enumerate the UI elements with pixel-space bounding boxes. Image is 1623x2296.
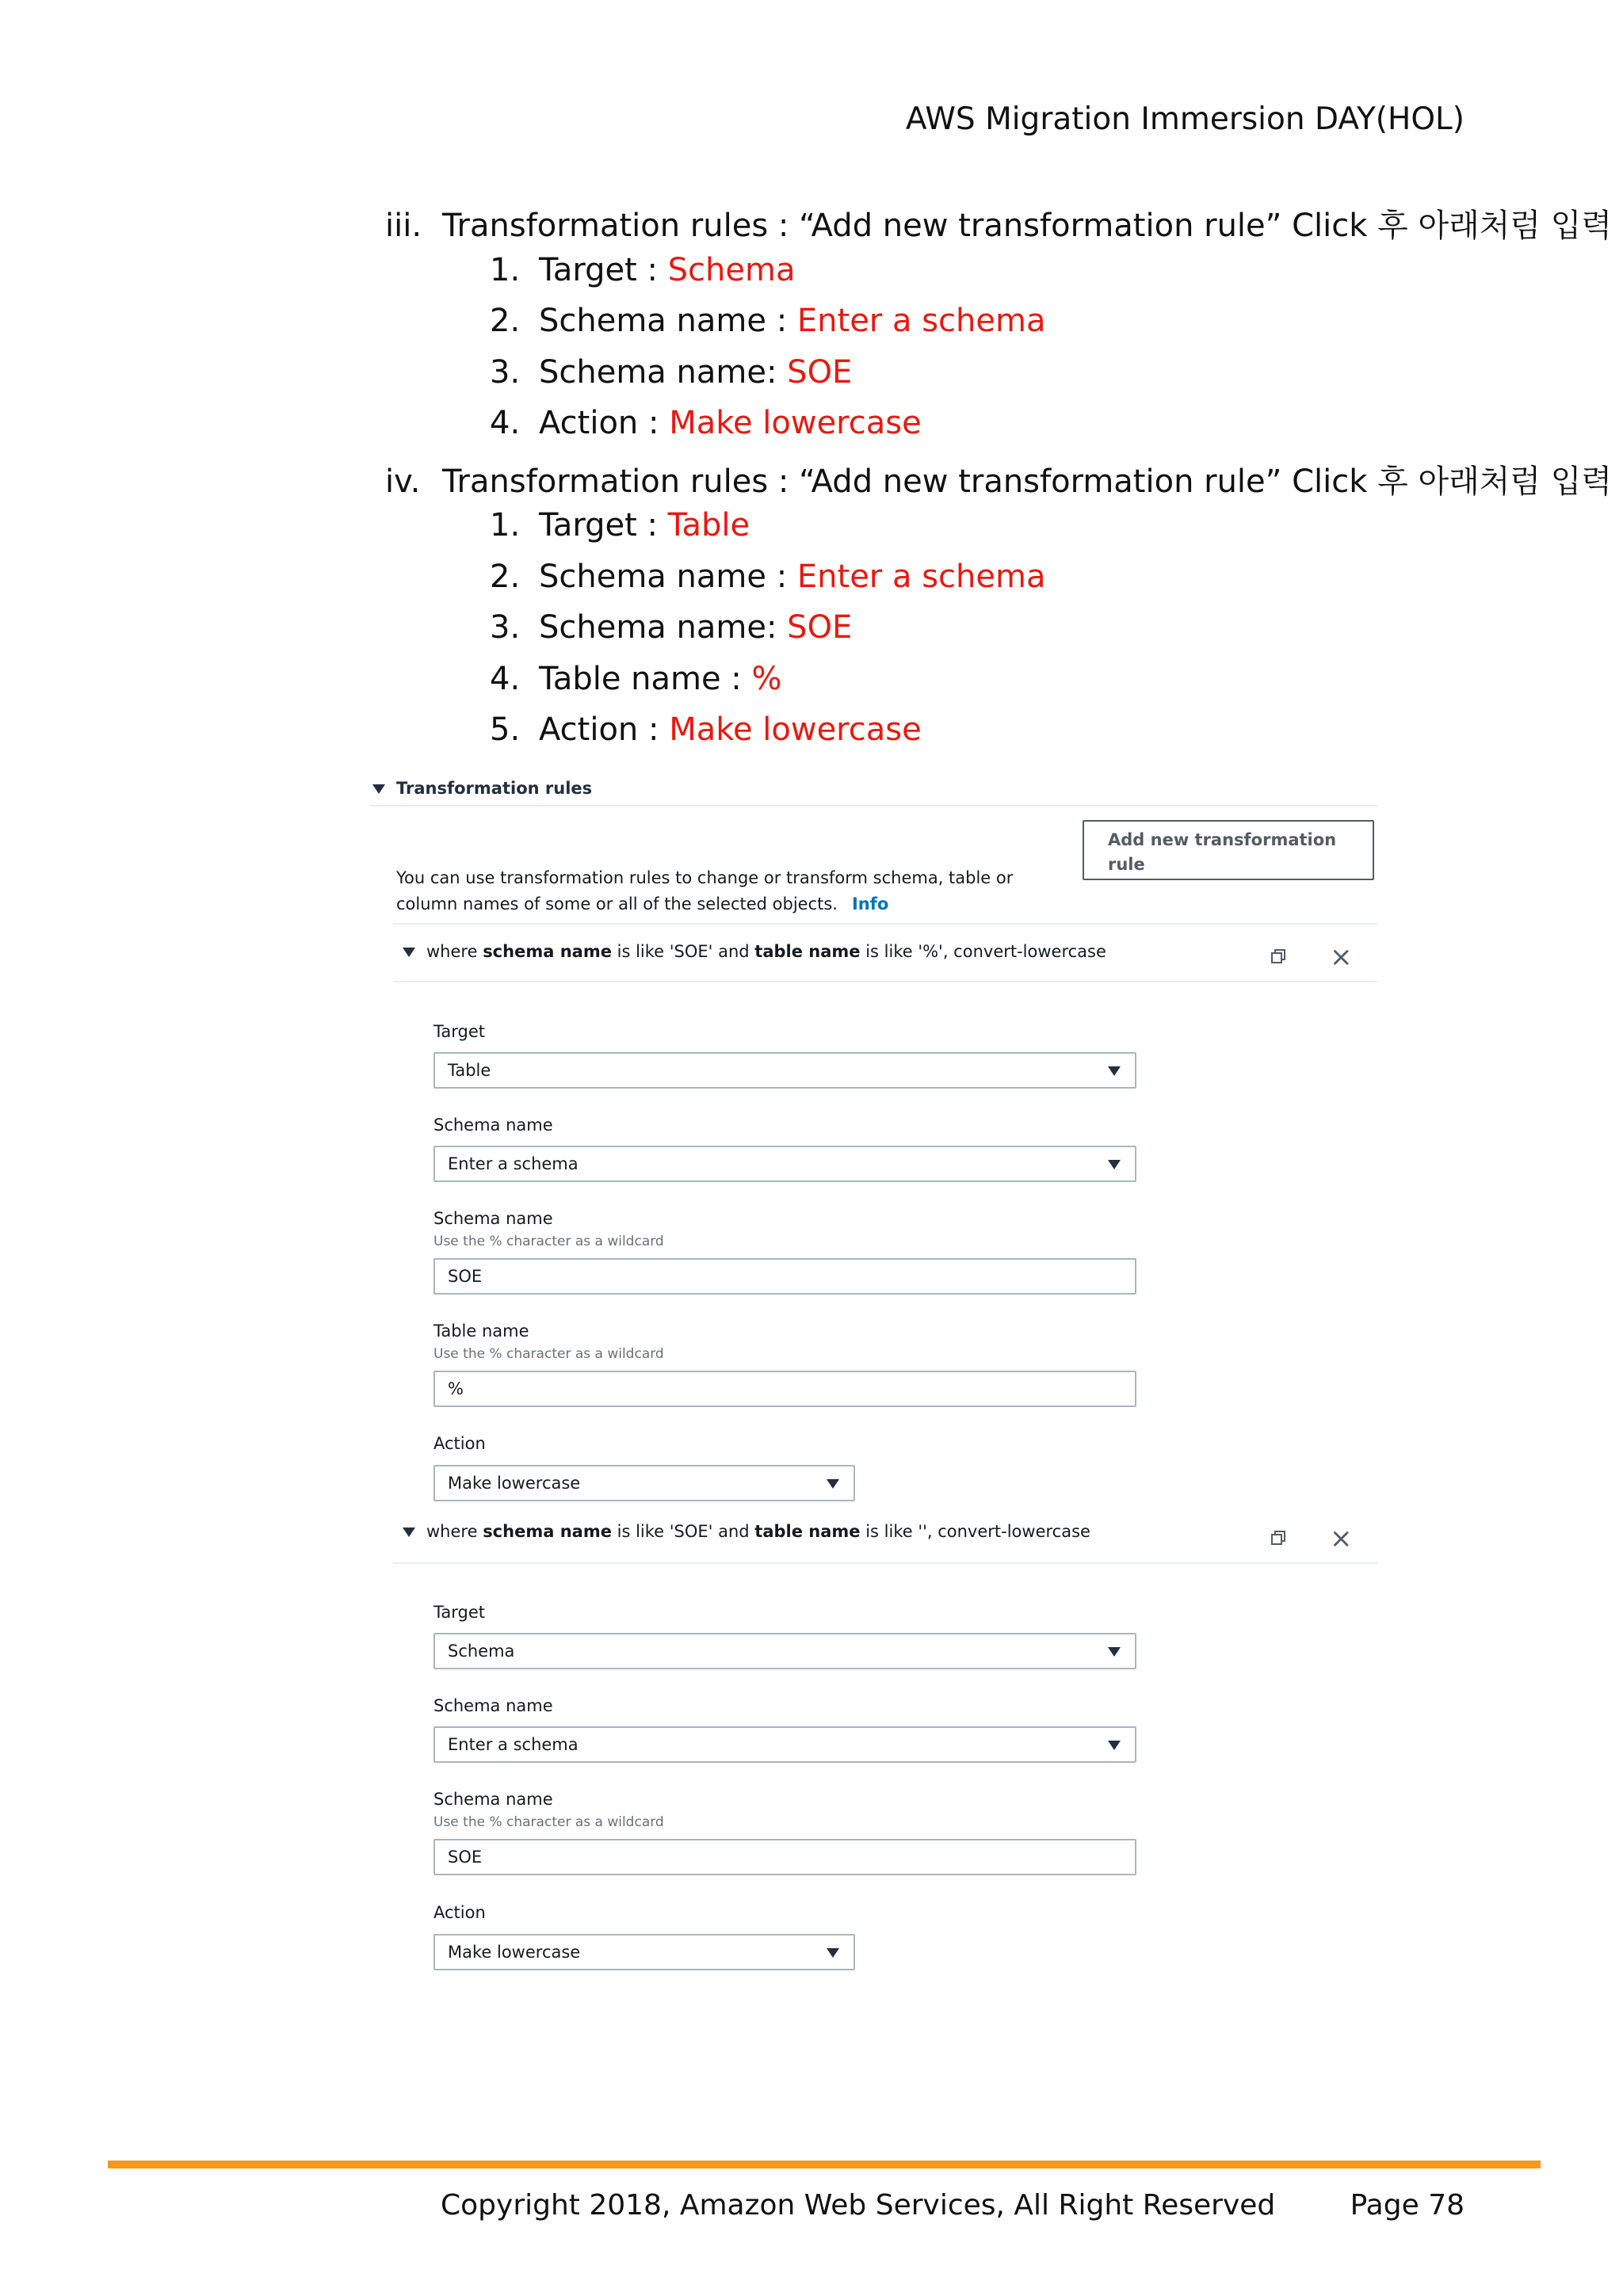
item-value: SOE [787, 609, 853, 646]
rule-keyword: schema name [483, 1522, 612, 1541]
step-iv-item-5 [490, 711, 922, 748]
document-header-title: AWS Migration Immersion DAY(HOL) [905, 101, 1465, 137]
info-link[interactable]: Info [851, 894, 889, 913]
rule-text: is like '', convert-lowercase [860, 1522, 1090, 1541]
select-value: Enter a schema [448, 1735, 579, 1754]
action-label: Action [433, 1434, 486, 1453]
select-value: Make lowercase [448, 1474, 581, 1493]
section-description [396, 865, 1078, 917]
schema-name-input[interactable]: SOE [433, 1258, 1136, 1295]
item-value: Make lowercase [669, 405, 922, 441]
rule-text: is like 'SOE' and [611, 1522, 755, 1541]
item-number: 1. [490, 507, 521, 543]
caret-down-icon [827, 1479, 839, 1489]
copy-icon [1271, 949, 1285, 963]
schema-name-label: Schema name [433, 1209, 553, 1228]
copy-rule-button[interactable] [1271, 1531, 1285, 1548]
rule-prefix: where [426, 942, 483, 961]
copy-rule-button[interactable] [1271, 949, 1285, 967]
select-value: Schema [448, 1642, 515, 1661]
section-title: Transformation rules [396, 779, 593, 798]
item-label: Schema name : [539, 559, 797, 595]
rule-text: is like 'SOE' and [611, 942, 755, 961]
item-value: Schema [667, 252, 796, 288]
step-iv-item-3 [490, 609, 852, 646]
rule-text: is like '%', convert-lowercase [860, 942, 1106, 961]
step-iv-item-2 [490, 559, 1045, 595]
copyright-text: Copyright 2018, Amazon Web Services, All Right Reserved [441, 2189, 1276, 2222]
caret-down-icon [1108, 1647, 1121, 1657]
table-name-hint: Use the % character as a wildcard [433, 1346, 664, 1362]
caret-down-icon [1108, 1741, 1121, 1750]
transformation-rules-section-toggle[interactable] [372, 779, 592, 798]
item-label: Table name : [539, 661, 752, 697]
step-iv-item-1 [490, 507, 750, 543]
item-label: Schema name: [539, 609, 788, 646]
action-label: Action [433, 1903, 486, 1922]
divider [393, 981, 1377, 982]
item-label: Target : [539, 252, 668, 288]
footer-divider [108, 2161, 1541, 2168]
step-iii-item-1 [490, 252, 795, 288]
rule-keyword: schema name [483, 942, 612, 961]
schema-name-label: Schema name [433, 1790, 553, 1809]
step-text: Transformation rules : “Add new transformation rule” Click 후 아래처럼 입력 [442, 208, 1613, 244]
schema-name-input[interactable]: SOE [433, 1839, 1136, 1875]
caret-down-icon [372, 784, 385, 794]
item-number: 4. [490, 405, 521, 441]
table-name-input[interactable]: % [433, 1371, 1136, 1407]
item-number: 3. [490, 354, 521, 391]
rule-keyword: table name [754, 942, 861, 961]
target-select[interactable] [433, 1633, 1136, 1669]
step-iii-item-2 [490, 303, 1045, 339]
action-select[interactable] [433, 1934, 855, 1970]
rule-1-header-toggle[interactable] [403, 942, 1106, 961]
step-iv-item-4 [490, 661, 782, 697]
step-numeral: iii. [385, 208, 422, 244]
select-value: Enter a schema [448, 1154, 579, 1173]
caret-down-icon [827, 1948, 839, 1958]
schema-name-hint: Use the % character as a wildcard [433, 1234, 664, 1249]
divider [369, 805, 1377, 807]
step-iii [385, 200, 1612, 246]
target-label: Target [433, 1022, 485, 1041]
add-new-transformation-rule-button[interactable]: Add new transformation rule [1083, 820, 1374, 880]
rule-keyword: table name [754, 1522, 861, 1541]
divider [393, 923, 1377, 925]
schema-name-select[interactable] [433, 1146, 1136, 1182]
step-numeral: iv. [385, 463, 421, 500]
item-number: 4. [490, 661, 521, 697]
target-select[interactable] [433, 1052, 1136, 1089]
copy-icon [1271, 1531, 1285, 1545]
item-number: 3. [490, 609, 521, 646]
target-label: Target [433, 1603, 485, 1622]
item-label: Action : [539, 405, 670, 441]
step-iii-item-3 [490, 354, 852, 391]
description-text: You can use transformation rules to change or transform schema, table or column names of some or all of the selected objects. [396, 868, 1014, 913]
schema-name-hint: Use the % character as a wildcard [433, 1814, 664, 1830]
caret-down-icon [1108, 1066, 1121, 1076]
item-label: Schema name : [539, 303, 797, 339]
item-number: 2. [490, 303, 521, 339]
schema-name-select-label: Schema name [433, 1116, 553, 1135]
item-label: Action : [539, 711, 670, 748]
rule-2-header-toggle[interactable] [403, 1522, 1090, 1541]
item-value: Enter a schema [796, 303, 1046, 339]
page-number: Page 78 [1350, 2189, 1465, 2222]
divider [393, 1562, 1377, 1564]
item-value: % [751, 661, 782, 697]
item-value: SOE [787, 354, 853, 391]
table-name-label: Table name [433, 1322, 529, 1341]
item-number: 5. [490, 711, 521, 748]
rule-prefix: where [426, 1522, 483, 1541]
step-iv [385, 456, 1612, 502]
item-value: Enter a schema [796, 559, 1046, 595]
close-icon[interactable]: × [1330, 1523, 1353, 1554]
item-number: 2. [490, 559, 521, 595]
item-value: Table [667, 507, 750, 543]
select-value: Make lowercase [448, 1943, 581, 1962]
caret-down-icon [403, 1527, 415, 1537]
schema-name-select-label: Schema name [433, 1696, 553, 1715]
item-value: Make lowercase [669, 711, 922, 748]
step-text: Transformation rules : “Add new transformation rule” Click 후 아래처럼 입력 [442, 463, 1613, 500]
caret-down-icon [403, 948, 415, 957]
step-iii-item-4 [490, 405, 922, 441]
action-select[interactable] [433, 1465, 855, 1501]
schema-name-select[interactable] [433, 1726, 1136, 1763]
caret-down-icon [1108, 1160, 1121, 1169]
item-label: Target : [539, 507, 668, 543]
close-icon[interactable]: × [1330, 941, 1353, 973]
item-number: 1. [490, 252, 521, 288]
item-label: Schema name: [539, 354, 788, 391]
select-value: Table [448, 1061, 491, 1080]
